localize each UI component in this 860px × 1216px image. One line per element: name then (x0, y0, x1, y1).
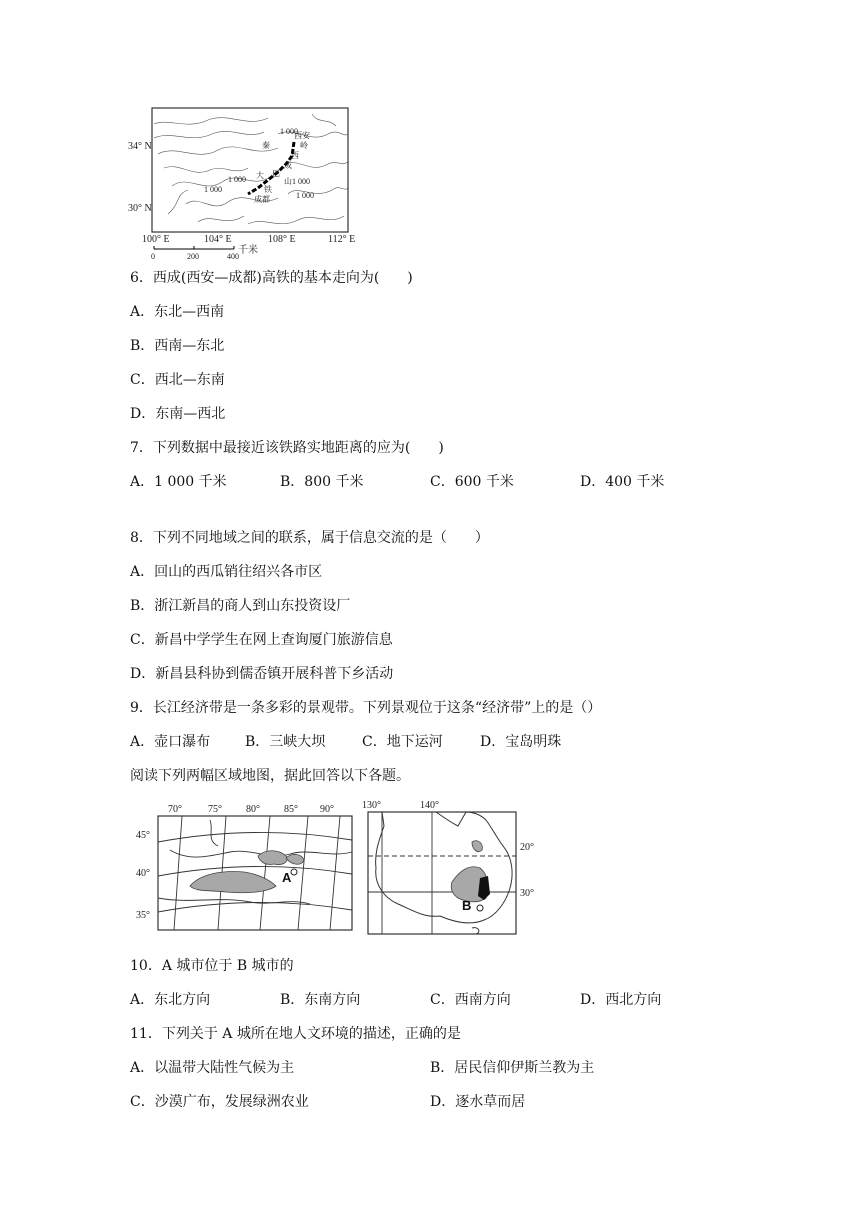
city-b-label: B (462, 898, 472, 913)
place-label: 山 (284, 177, 292, 186)
place-label: 成 (284, 161, 292, 170)
lon-label: 90° (320, 804, 334, 815)
svg-text:千米: 千米 (238, 245, 258, 256)
lat-label: 45° (136, 830, 150, 841)
place-label: 秦 (262, 141, 270, 150)
lat-label: 40° (136, 868, 150, 879)
q10-option-b: B．东南方向 (280, 992, 361, 1008)
q6-option-d: D．东南—西北 (130, 406, 226, 422)
lon-label: 100° E (142, 234, 170, 245)
q7-option-a: A．1 000 千米 (130, 474, 227, 490)
q9-option-b: B．三峡大坝 (245, 734, 326, 750)
question-10-stem: 10．A 城市位于 B 城市的 (130, 958, 294, 974)
q9-option-d: D．宝岛明珠 (480, 734, 562, 750)
contour-label: 1 000 (280, 127, 298, 136)
q11-option-d: D．逐水草而居 (430, 1094, 526, 1110)
lon-label: 140° (420, 800, 439, 811)
svg-text:200: 200 (187, 252, 199, 261)
svg-text:0: 0 (151, 252, 155, 261)
q8-option-a: A．回山的西瓜销往绍兴各市区 (130, 564, 323, 580)
question-11-stem: 11．下列关于 A 城所在地人文环境的描述，正确的是 (130, 1026, 461, 1042)
place-label: 大 (256, 171, 264, 180)
question-8-stem: 8．下列不同地域之间的联系，属于信息交流的是（ ） (130, 530, 489, 546)
scale-bar (151, 243, 258, 261)
q11-option-b: B．居民信仰伊斯兰教为主 (430, 1060, 595, 1076)
q7-option-d: D．400 千米 (580, 474, 665, 490)
topographic-map (128, 104, 360, 262)
q10-option-a: A．东北方向 (130, 992, 211, 1008)
place-label: 成都 (254, 195, 270, 204)
place-label: 铁 (264, 185, 272, 194)
q9-option-c: C．地下运河 (362, 734, 443, 750)
lat-label: 30° (520, 888, 534, 899)
lon-label: 130° (362, 800, 381, 811)
contour-label: 1 000 (204, 185, 222, 194)
region-map-left (130, 800, 355, 936)
q6-option-a: A．东北—西南 (130, 304, 225, 320)
q8-option-b: B．浙江新昌的商人到山东投资设厂 (130, 598, 351, 614)
lon-label: 85° (284, 804, 298, 815)
place-label: 西 (291, 151, 299, 160)
question-7-stem: 7．下列数据中最接近该铁路实地距离的应为( ) (130, 440, 444, 456)
lon-label: 80° (246, 804, 260, 815)
q10-option-d: D．西北方向 (580, 992, 662, 1008)
contour-label: 1 000 (296, 191, 314, 200)
lat-label: 35° (136, 910, 150, 921)
q10-option-c: C．西南方向 (430, 992, 511, 1008)
q6-option-b: B．西南—东北 (130, 338, 225, 354)
lon-label: 108° E (268, 234, 296, 245)
q8-option-c: C．新昌中学学生在网上查询厦门旅游信息 (130, 632, 393, 648)
q11-option-c: C．沙漠广布，发展绿洲农业 (130, 1094, 309, 1110)
city-b-marker (477, 905, 483, 911)
place-label: 巴 (272, 169, 280, 178)
lon-label: 75° (208, 804, 222, 815)
place-label: 西安 (294, 131, 310, 140)
question-6-stem: 6．西成(西安—成都)高铁的基本走向为( ) (130, 270, 413, 286)
q8-option-d: D．新昌县科协到儒岙镇开展科普下乡活动 (130, 666, 394, 682)
place-label: 岭 (300, 141, 308, 150)
svg-text:400: 400 (227, 252, 239, 261)
lon-label: 104° E (204, 234, 232, 245)
q7-option-b: B．800 千米 (280, 474, 364, 490)
lon-label: 70° (168, 804, 182, 815)
city-a-marker (291, 869, 297, 875)
q11-option-a: A．以温带大陆性气候为主 (130, 1060, 295, 1076)
city-a-label: A (282, 870, 292, 885)
lat-label: 20° (520, 842, 534, 853)
contour-label: 1 000 (228, 175, 246, 184)
lat-label: 30° N (128, 203, 152, 214)
lon-label: 112° E (328, 234, 356, 245)
reading-intro: 阅读下列两幅区域地图，据此回答以下各题。 (130, 768, 410, 784)
q7-option-c: C．600 千米 (430, 474, 514, 490)
q6-option-c: C．西北—东南 (130, 372, 225, 388)
question-9-stem: 9．长江经济带是一条多彩的景观带。下列景观位于这条“经济带”上的是（） (130, 700, 602, 716)
region-map-right (362, 798, 562, 938)
q9-option-a: A．壶口瀑布 (130, 734, 211, 750)
contour-label: 1 000 (292, 177, 310, 186)
lat-label: 34° N (128, 141, 152, 152)
